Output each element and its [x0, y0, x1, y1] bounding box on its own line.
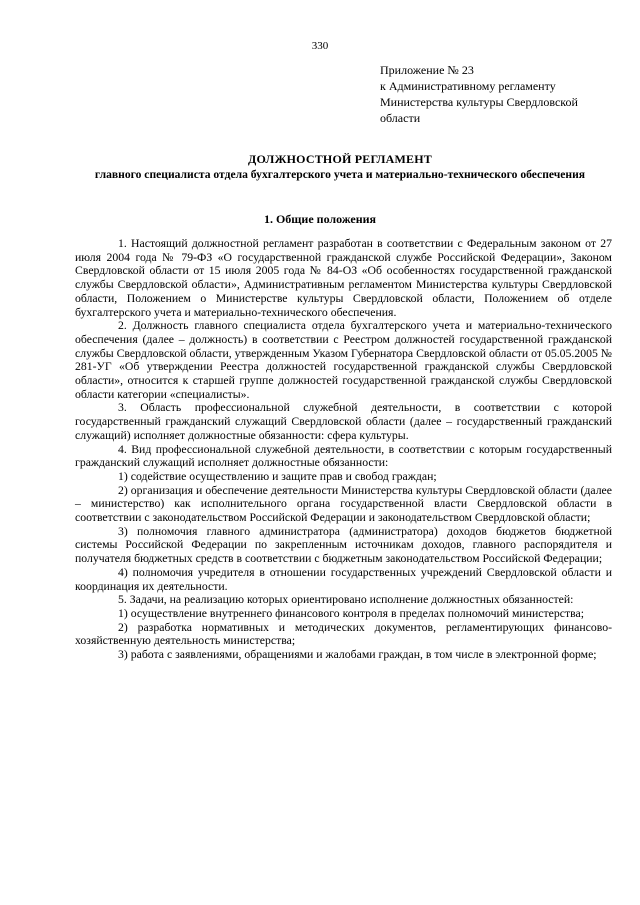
paragraph: 3) полномочия главного администратора (администратора) доходов бюджетов бюджетной системы Российской Федерации по закрепленным источникам доходов, главного распорядителя и получателя бюджетных средств в соответствии с бюджетным законодательством Российской Федерации; — [75, 524, 612, 566]
paragraph: 2. Должность главного специалиста отдела бухгалтерского учета и материально-технического обеспечения (далее – должность) в соответствии с Реестром должностей государственной гражданской службы Свердловской области, утвержденным Указом Губернатора Свердловской области от 05.05.2005 № 281-УГ «Об утверждении Реестра должностей государственной гражданской службы Свердловской области», относится к старшей группе должностей государственной гражданской службы Свердловской области категории «специалисты». — [75, 319, 612, 401]
appendix-line: к Административному регламенту — [380, 79, 556, 93]
paragraph: 2) организация и обеспечение деятельности Министерства культуры Свердловской области (далее – министерство) как исполнительного органа государственной власти Свердловской области в соответствии с законодательством Российской Федерации и законодательством Свердловской области; — [75, 483, 612, 525]
document-title-main: ДОЛЖНОСТНОЙ РЕГЛАМЕНТ — [248, 152, 432, 166]
paragraph: 3) работа с заявлениями, обращениями и жалобами граждан, в том числе в электронной форме; — [118, 648, 597, 662]
appendix-line: Министерства культуры Свердловской — [380, 95, 578, 109]
appendix-line: области — [380, 111, 421, 125]
appendix-line: Приложение № 23 — [380, 63, 474, 77]
paragraph: 2) разработка нормативных и методических документов, регламентирующих финансово-хозяйственную деятельность министерства; — [75, 620, 612, 648]
paragraph: 1) содействие осуществлению и защите прав и свобод граждан; — [118, 469, 437, 483]
paragraph: 1) осуществление внутреннего финансового контроля в пределах полномочий министерства; — [118, 606, 584, 620]
paragraph: 3. Область профессиональной служебной деятельности, в соответствии с которой государственный гражданский служащий Свердловской области (далее – государственный гражданский служащий) исполняет должностные обязанности: сфера культуры. — [75, 401, 612, 442]
paragraph: 4. Вид профессиональной служебной деятельности, в соответствии с которым государственный гражданский служащий исполняет должностные обязанности: — [75, 442, 612, 470]
section-heading: 1. Общие положения — [263, 212, 377, 226]
page-number: 330 — [311, 40, 329, 52]
paragraph: 1. Настоящий должностной регламент разработан в соответствии с Федеральным законом от 27 июля 2004 года № 79-ФЗ «О государственной гражданской службе Российской Федерации», Законом Свердловской области от 15 июля 2005 года № 84-ОЗ «Об особенностях государственной гражданской службы Свердловской области», Административным регламентом Министерства культуры Свердловской области, Положением о Министерстве культуры Свердловской области, Положением об отделе бухгалтерского учета и материально-технического обеспечения. — [75, 237, 612, 319]
paragraph: 4) полномочия учредителя в отношении государственных учреждений Свердловской области и координация их деятельности. — [75, 565, 612, 593]
body-text — [75, 237, 612, 662]
document-title — [70, 152, 610, 182]
paragraph: 5. Задачи, на реализацию которых ориентировано исполнение должностных обязанностей: — [118, 593, 574, 607]
document-title-subtitle: главного специалиста отдела бухгалтерского учета и материально-технического обеспечения — [94, 168, 586, 181]
appendix-note — [380, 62, 630, 126]
